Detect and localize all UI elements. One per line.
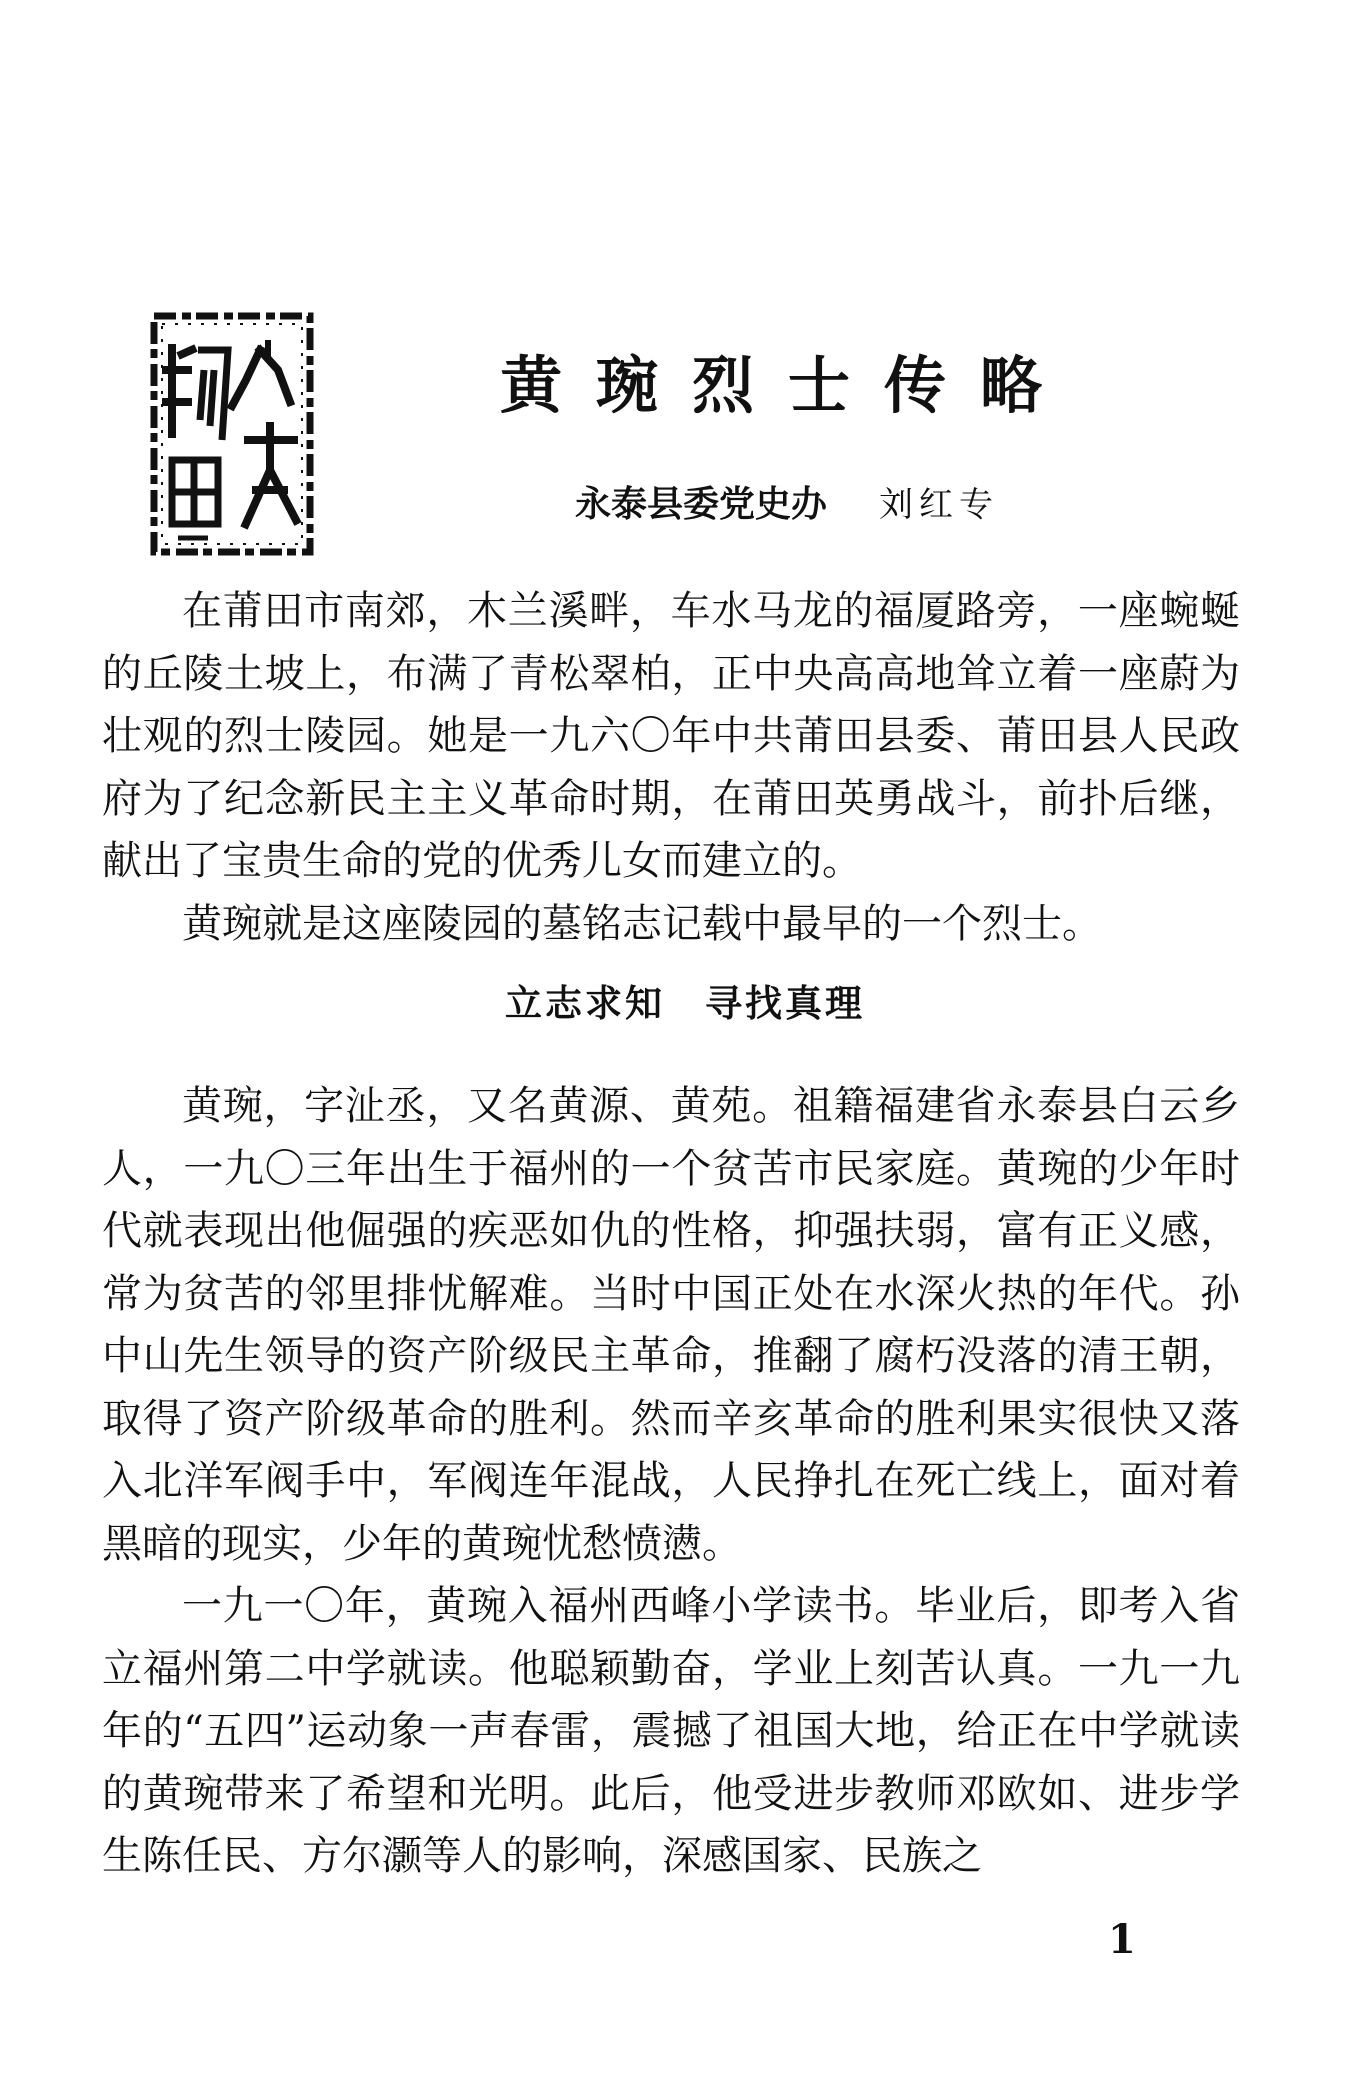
page-number: 1 <box>1108 1916 1136 1963</box>
byline <box>575 484 1000 525</box>
intro-text <box>102 580 1240 955</box>
paragraph: 黄琬，字沚丞，又名黄源、黄苑。祖籍福建省永泰县白云乡人，一九〇三年出生于福州的一个贫苦市民家庭。黄琬的少年时代就表现出他倔强的疾恶如仇的性格，抑强扶弱，富有正义感，常为贫苦的邻里排忧解难。当时中国正处在水深火热的年代。孙中山先生领导的资产阶级民主革命，推翻了腐朽没落的清王朝，取得了资产阶级革命的胜利。然而辛亥革命的胜利果实很快又落入北洋军阀手中，军阀连年混战，人民挣扎在死亡线上，面对着黑暗的现实，少年的黄琬忧愁愤懑。 <box>102 1083 1240 1567</box>
seal-graphic <box>148 310 316 558</box>
paragraph: 黄琬就是这座陵园的墓铭志记载中最早的一个烈士。 <box>182 900 1102 947</box>
paragraph: 一九一〇年，黄琬入福州西峰小学读书。毕业后，即考入省立福州第二中学就读。他聪颖勤奋，学业上刻苦认真。一九一九年的“五四”运动象一声春雷，震撼了祖国大地，给正在中学就读的黄琬带来了希望和光明。此后，他受进步教师邓欧如、进步学生陈任民、方尔灏等人的影响，深感国家、民族之 <box>102 1583 1240 1879</box>
section-heading: 立志求知 寻找真理 <box>505 982 865 1025</box>
byline-organization: 永泰县委党史办 <box>575 484 828 525</box>
paragraph: 在莆田市南郊，木兰溪畔，车水马龙的福厦路旁，一座蜿蜒的丘陵土坡上，布满了青松翠柏，正中央高高地耸立着一座蔚为壮观的烈士陵园。她是一九六〇年中共莆田县委、莆田县人民政府为了纪念新民主主义革命时期，在莆田英勇战斗，前扑后继，献出了宝贵生命的党的优秀儿女而建立的。 <box>102 588 1240 884</box>
section-text <box>102 1075 1240 1888</box>
article-title: 黄琬烈士传略 <box>500 349 1077 422</box>
renwu-seal-icon <box>148 310 316 558</box>
byline-author: 刘红专 <box>879 485 1000 525</box>
